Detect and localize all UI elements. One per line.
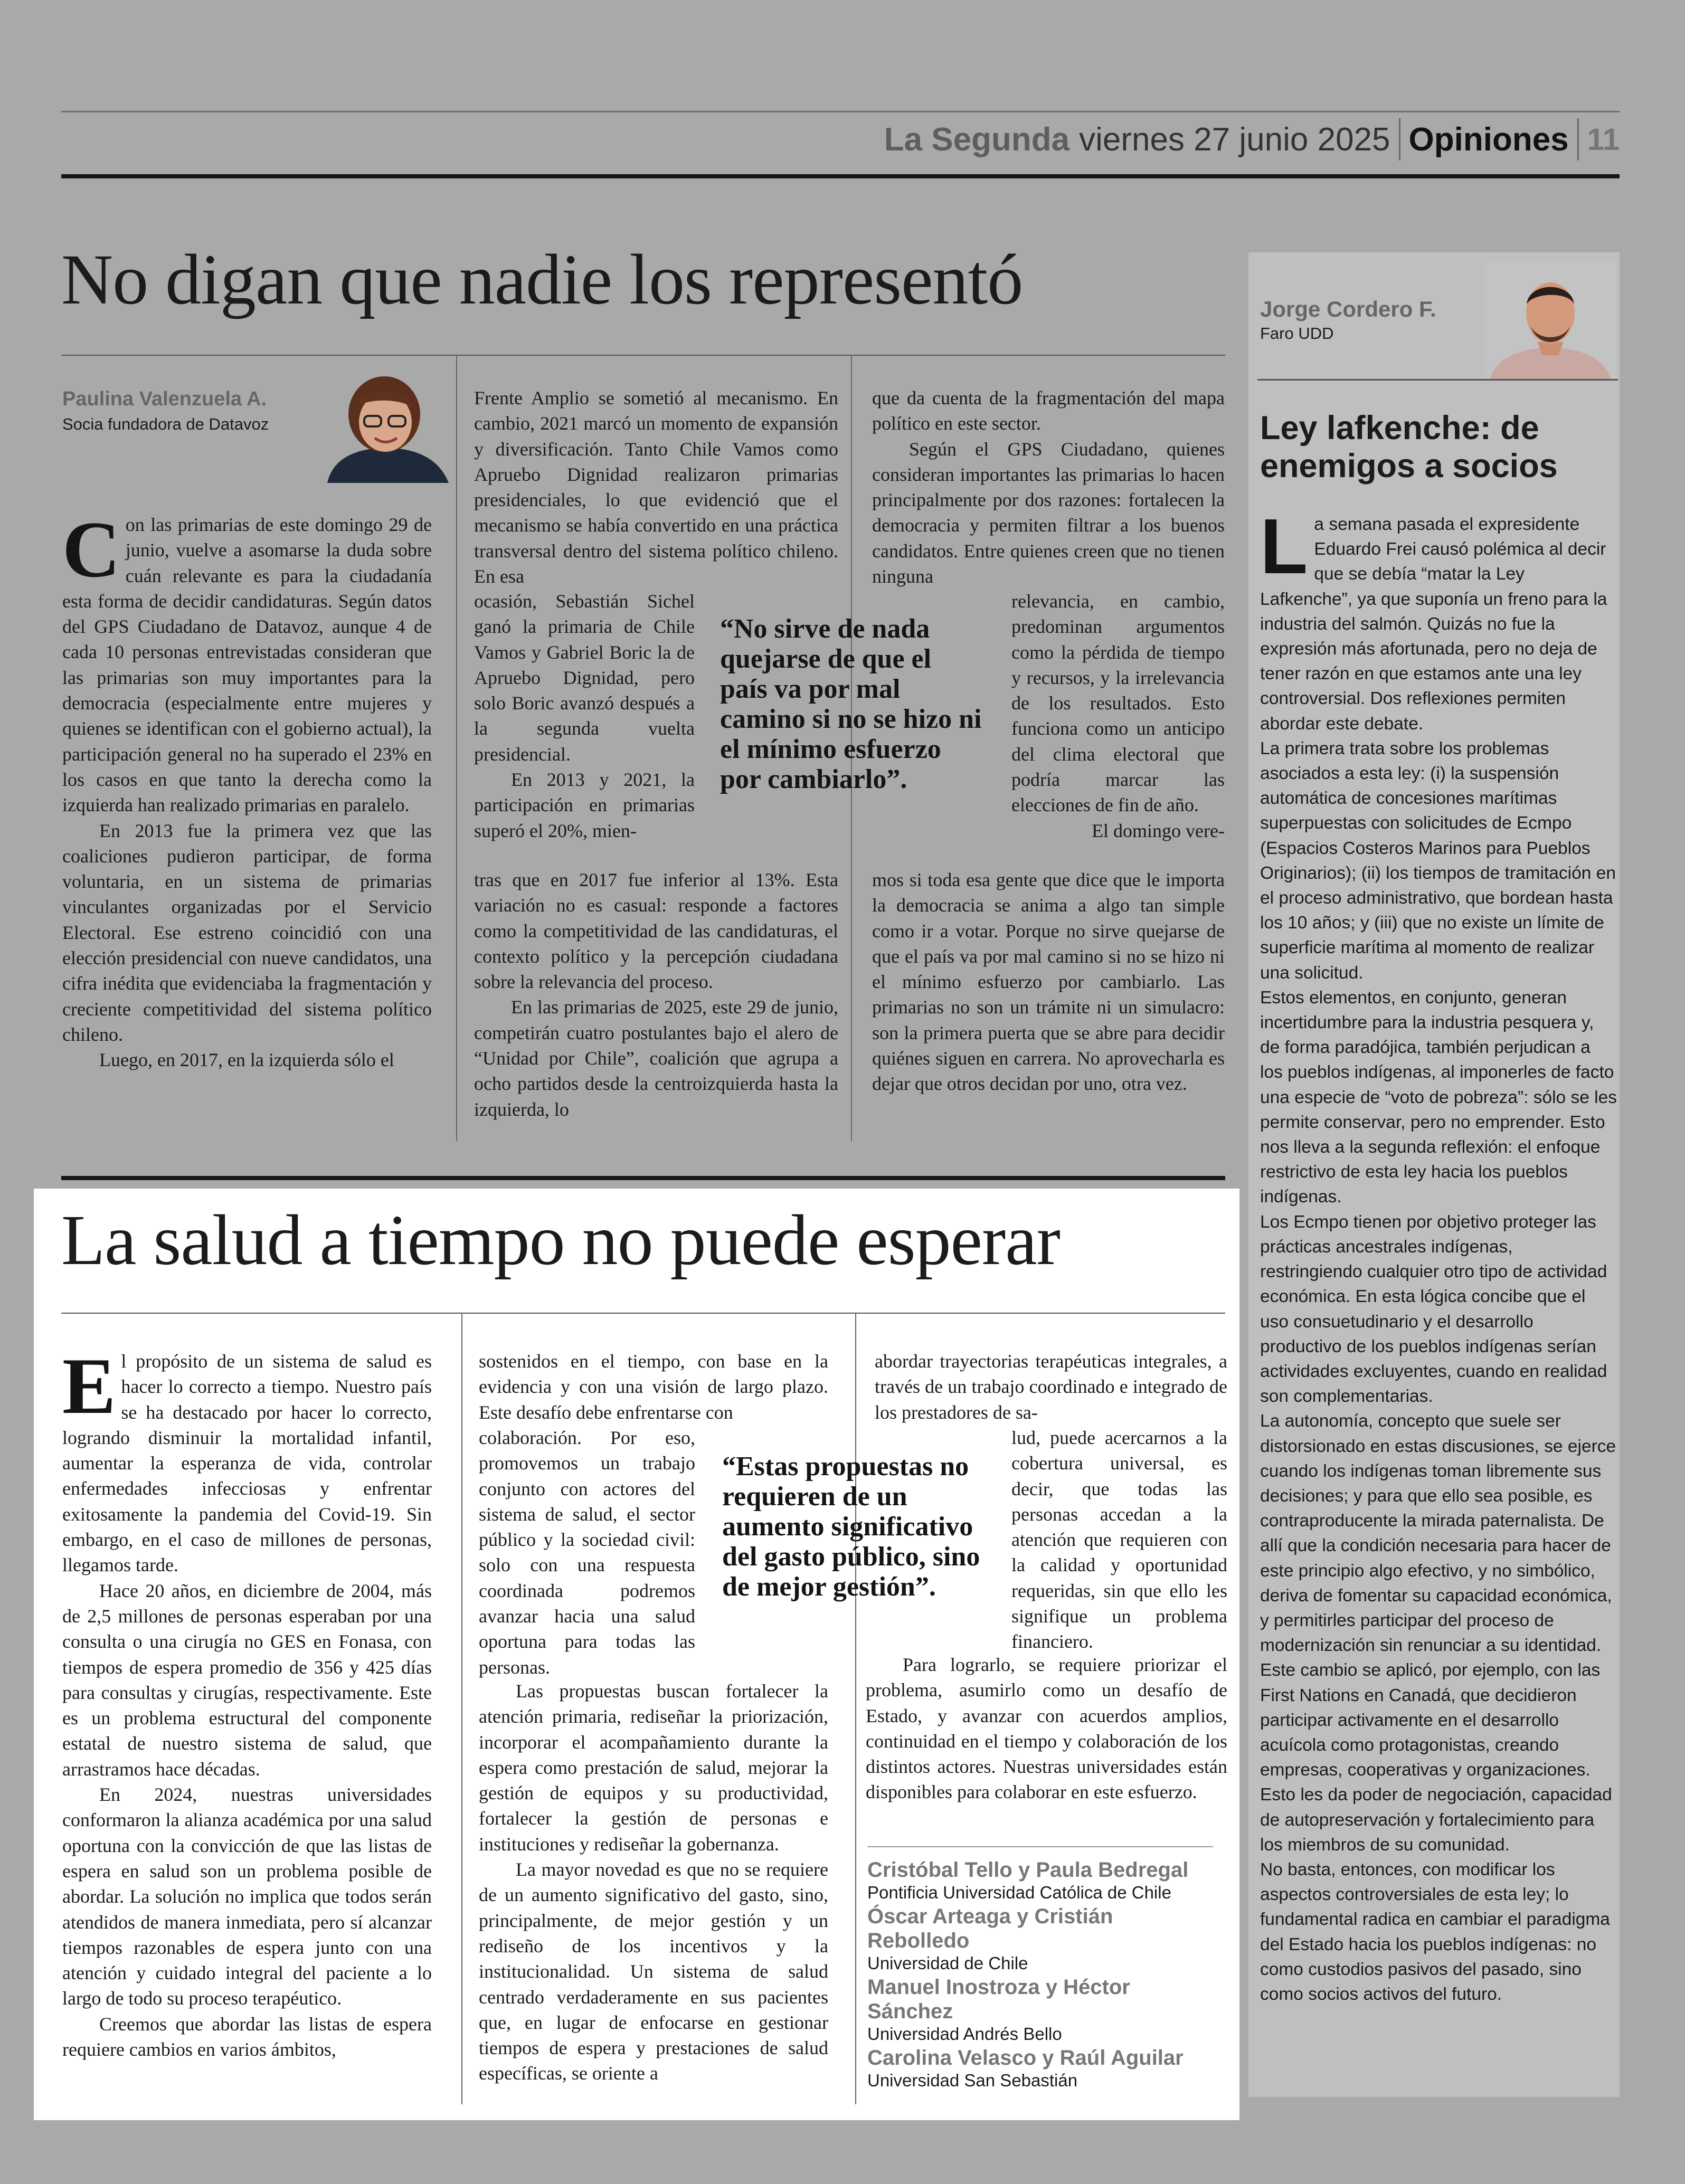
sidebar-paragraph: a semana pasada el expresidente Eduardo Frei causó polémica al decir que se debía “matar la Ley Lafkenche”, ya que suponía un freno para la industria del salmón. Quizás no fue la expresión más afortunada, pero no deja de tener razón en que estamos ante una ley controversial. Dos reflexiones permiten abordar este debate. [1260, 515, 1607, 734]
sidebar-paragraph: La autonomía, concepto que suele ser distorsionado en estas discusiones, se ejerce cuando los indígenas toman libremente sus decisiones; y para que ello sea posible, es contraproducente la mirada paternalista. De allí que la condición necesaria para hacer de este principio algo efectivo, y no simbólico, deriva de fomentar su capacidad económica, y permitirles participar del proceso de modernización sin renunciar a su identidad. [1260, 1411, 1616, 1656]
article2-title-rule [61, 1313, 1225, 1314]
article2-column-3-bottom [866, 1652, 1227, 1805]
article2-paragraph: Para lograrlo, se requiere priorizar el problema, asumirlo como un desafío de Estado, y avanzar con acuerdos amplios, continuidad en el tiempo y colaboración de los distintos actores. Nuestras universidades están disponibles para colaborar en este esfuerzo. [866, 1654, 1227, 1803]
article2-column-1 [62, 1342, 432, 2062]
article1-column-2-bottom [474, 867, 838, 1122]
article1-title: No digan que nadie los representó [61, 240, 1023, 319]
article1-paragraph: relevancia, en cambio, predominan argumentos como la pérdida de tiempo y recursos, y la irrelevancia de los resultados. Esto funciona como un anticipo del clima electoral que podría marcar las elecciones de fin de año. [1011, 591, 1225, 816]
sidebar-byline [1260, 297, 1436, 343]
section-name: Opiniones [1408, 121, 1569, 158]
article2-paragraph: abordar trayectorias terapéuticas integrales, a través de un trabajo coordinado e integrado de los prestadores de sa- [875, 1351, 1227, 1423]
article1-paragraph: Según el GPS Ciudadano, quienes consideran importantes las primarias lo hacen principalmente por dos razones: fortalecen la democracia y permiten filtrar a los buenos candidatos. Entre quienes creen que no tienen ninguna [872, 438, 1225, 587]
author-photo-jorge [1484, 263, 1616, 379]
article1-column-2-narrow [474, 588, 695, 843]
signature-institution: Universidad San Sebastián [867, 2071, 1078, 2090]
sidebar-paragraph: Estos elementos, en conjunto, generan incertidumbre para la industria pesquera y, de forma paradójica, también perjudican a los pueblos indígenas, al imponerles de facto una especie de “voto de pobreza”: sólo se les permite conservar, pero no emprender. Esto nos lleva a la segunda reflexión: el enfoque restrictivo de esta ley hacia los pueblos indígenas. [1260, 987, 1617, 1207]
article1-column-3-narrow [1011, 588, 1225, 843]
article1-paragraph: mos si toda esa gente que dice que le importa la democracia se anima a algo tan simple como ir a votar. Porque no sirve quejarse de que el país va por mal camino si no se hizo ni el mínimo esfuerzo por cambiarlo. Las primarias no son un trámite ni un simulacro: son la primera puerta que se abre para decidir quiénes siguen en carrera. No aprovecharla es dejar que otros decidan por uno, otra vez. [872, 869, 1225, 1095]
article2-signatures [867, 1847, 1205, 2092]
header-bottom-rule [61, 174, 1620, 178]
article2-paragraph: lud, puede acercarnos a la cobertura universal, es decir, que todas las personas accedan a la atención que requieren con la calidad y oportunidad requeridas, sin que ello les signifique un problema financiero. [1011, 1427, 1227, 1653]
newspaper-name: La Segunda [884, 121, 1070, 158]
article2-column-3-narrow [1011, 1425, 1227, 1655]
article1-paragraph: ocasión, Sebastián Sichel ganó la primaria de Chile Vamos y Gabriel Boric la de Apruebo Dignidad, pero solo Boric avanzó después a la segunda vuelta presidencial. [474, 591, 695, 765]
article1-drop-cap: C [62, 505, 120, 594]
article1-paragraph: on las primarias de este domingo 29 de junio, vuelve a asomarse la duda sobre cuán relevante es para la ciudadanía esta forma de decidir candidaturas. Según datos del GPS Ciudadano de Datavoz, aunque 4 de cada 10 personas entrevistadas consideran que las primarias son muy importantes para la democracia (especialmente entre mujeres y quienes se identifican con el gobierno actual), la participación general no ha superado el 23% en los casos en que tanto la derecha como la izquierda han realizado primarias en paralelo. [62, 514, 432, 816]
article1-paragraph: En 2013 y 2021, la participación en primarias superó el 20%, mien- [474, 769, 695, 841]
article1-paragraph: Luego, en 2017, en la izquierda sólo el [99, 1049, 394, 1071]
signature-institution: Pontificia Universidad Católica de Chile [867, 1883, 1171, 1902]
sidebar-paragraph: La primera trata sobre los problemas asociados a esta ley: (i) la suspensión automática de concesiones marítimas superpuestas con solicitudes de Ecmpo (Espacios Costeros Marinos para Pueblos Originarios); (ii) los tiempos de tramitación en el proceso administrativo, que bordean hasta los 10 años; y (iii) que no existe un límite de superficie marítima al momento de realizar una solicitud. [1260, 738, 1616, 983]
header-divider [1399, 118, 1400, 160]
sidebar-drop-cap: L [1260, 503, 1308, 590]
sidebar-author: Jorge Cordero F. [1260, 297, 1436, 321]
article2-paragraph: La mayor novedad es que no se requiere de un aumento significativo del gasto, sino, principalmente, de mejor gestión y un rediseño de los incentivos y la institucionalidad. Un sistema de salud centrado verdaderamente en sus pacientes que, en lugar de enfocarse en gestionar tiempos de espera y prestaciones de salud específicas, se oriente a [479, 1859, 828, 2084]
article1-pull-quote: “No sirve de nada quejarse de que el país va por mal camino si no se hizo ni el mínimo esfuerzo por cambiarlo”. [720, 614, 982, 794]
signature-names: Cristóbal Tello y Paula Bedregal [867, 1858, 1189, 1882]
article2-paragraph: l propósito de un sistema de salud es hacer lo correcto a tiempo. Nuestro país se ha destacado por hacer lo correcto, logrando disminuir la mortalidad infantil, aumentar la esperanza de vida, controlar enfermedades infecciosas y enfrentar exitosamente la pandemia del Covid-19. Sin embargo, en el caso de millones de personas, llegamos tarde. [62, 1351, 432, 1576]
article1-column-3-top [872, 385, 1225, 589]
sidebar-paragraph: No basta, entonces, con modificar los aspectos controversiales de esta ley; lo fundamental radica en cambiar el paradigma del Estado hacia los pueblos indígenas: no como custodios pasivos del pasado, sino como socios activos del futuro. [1260, 1859, 1610, 2004]
article1-paragraph: El domingo vere- [1092, 820, 1225, 841]
author-photo-paulina [317, 369, 455, 483]
signature-institution: Universidad de Chile [867, 1953, 1028, 1973]
article1-paragraph: tras que en 2017 fue inferior al 13%. Esta variación no es casual: responde a factores como la competitividad de las candidaturas, el contexto político y la percepción ciudadana sobre la relevancia del proceso. [474, 869, 838, 993]
header-top-rule [61, 111, 1620, 112]
article1-paragraph: En 2013 fue la primera vez que las coaliciones pudieron participar, de forma voluntaria, en un sistema de primarias vinculantes organizadas por el Servicio Electoral. Ese estreno coincidió con una elección presidencial con nueve candidatos, una cifra inédita que evidenciaba la fragmentación y creciente competitividad del sistema político chileno. [62, 820, 432, 1045]
sidebar-paragraph: Los Ecmpo tienen por objetivo proteger las prácticas ancestrales indígenas, restringiendo cualquier otro tipo de actividad económica. En esta lógica concibe que el uso consuetudinario y el desarrollo productivo de los pueblos indígenas serían actividades excluyentes, cuando en realidad son complementarias. [1260, 1212, 1607, 1407]
column-rule [461, 1313, 462, 2104]
signature-institution: Universidad Andrés Bello [867, 2024, 1062, 2044]
article1-byline [62, 388, 269, 434]
article1-column-2-top [474, 385, 838, 589]
article1-author-role: Socia fundadora de Datavoz [62, 415, 269, 433]
sidebar-author-role: Faro UDD [1260, 324, 1334, 343]
article1-title-rule [61, 355, 1225, 356]
article1-paragraph: Frente Amplio se sometió al mecanismo. En cambio, 2021 marcó un momento de expansión y diversificación. Tanto Chile Vamos como Apruebo Dignidad realizaron primarias presidenciales, lo que evidenció que el mecanismo se había convertido en una práctica transversal dentro del sistema político chileno. En esa [474, 387, 838, 587]
sidebar-paragraph: Este cambio se aplicó, por ejemplo, con las First Nations en Canadá, que decidieron participar activamente en el desarrollo acuícola como protagonistas, creando empresas, cooperativas y organizaciones. Esto les da poder de negociación, capacidad de autopreservación y fortalecimiento para los miembros de su comunidad. [1260, 1660, 1612, 1855]
article2-paragraph: En 2024, nuestras universidades conformaron la alianza académica por una salud oportuna con la convicción de que las listas de espera en salud son un problema posible de abordar. La solución no implica que todos serán atendidos de manera inmediata, pero sí alcanzar tiempos razonables de espera junto con una atención y cuidado integral del paciente a lo largo de todo su proceso terapéutico. [62, 1784, 432, 2009]
article1-author: Paulina Valenzuela A. [62, 388, 267, 410]
header-divider [1577, 118, 1579, 160]
sidebar-title: Ley lafkenche: de enemigos a socios [1260, 410, 1558, 485]
article2-pull-quote: “Estas propuestas no requieren de un aumento significativo del gasto público, sino de mejor gestión”. [722, 1451, 980, 1602]
article1-paragraph: En las primarias de 2025, este 29 de junio, competirán cuatro postulantes bajo el alero de “Unidad por Chile”, coalición que agrupa a ocho partidos desde la centroizquierda hasta la izquierda, lo [474, 996, 838, 1120]
article2-top-rule [61, 1176, 1225, 1180]
article2-paragraph: sostenidos en el tiempo, con base en la evidencia y con una visión de largo plazo. Este desafío debe enfrentarse con [479, 1351, 828, 1423]
issue-date: viernes 27 junio 2025 [1079, 121, 1390, 158]
signature-names: Manuel Inostroza y Héctor Sánchez [867, 1976, 1130, 2023]
article2-paragraph: colaboración. Por eso, promovemos un trabajo conjunto con actores del sistema de salud, el sector público y la sociedad civil: solo con una respuesta coordinada podremos avanzar hacia una salud oportuna para todas las personas. [479, 1427, 695, 1678]
sidebar-body [1260, 503, 1617, 2007]
signature-names: Carolina Velasco y Raúl Aguilar [867, 2046, 1184, 2069]
article1-column-3-bottom [872, 867, 1225, 1097]
column-rule [855, 1313, 856, 2104]
article1-column-1 [62, 505, 432, 1073]
article2-drop-cap: E [62, 1342, 116, 1430]
page-number: 11 [1587, 122, 1620, 157]
article2-column-2-top [479, 1349, 828, 1425]
article2-paragraph: Creemos que abordar las listas de espera requiere cambios en varios ámbitos, [62, 2013, 432, 2060]
article2-paragraph: Hace 20 años, en diciembre de 2004, más de 2,5 millones de personas esperaban por una consulta o una cirugía no GES en Fonasa, con tiempos de espera promedio de 356 y 425 días para consultas y cirugías, respectivamente. Este es un problema estructural del componente estatal de nuestro sistema de salud, que arrastramos hace décadas. [62, 1580, 432, 1780]
column-rule [456, 355, 457, 1141]
sidebar-byline-rule [1257, 379, 1618, 381]
article2-column-2-bottom [479, 1678, 828, 2086]
page-header [61, 117, 1620, 170]
article2-paragraph: Las propuestas buscan fortalecer la atención primaria, rediseñar la priorización, incorporar el acompañamiento durante la espera como prestación de salud, mejorar la gestión de equipos y su productividad, fortalecer la gestión de personas e instituciones y rediseñar la gobernanza. [479, 1680, 828, 1855]
article1-paragraph: que da cuenta de la fragmentación del mapa político en este sector. [872, 387, 1225, 434]
article2-column-2-narrow [479, 1425, 695, 1680]
signature-names: Óscar Arteaga y Cristián Rebolledo [867, 1905, 1113, 1952]
article2-column-3-top [875, 1349, 1227, 1425]
article2-title: La salud a tiempo no puede esperar [61, 1201, 1060, 1280]
